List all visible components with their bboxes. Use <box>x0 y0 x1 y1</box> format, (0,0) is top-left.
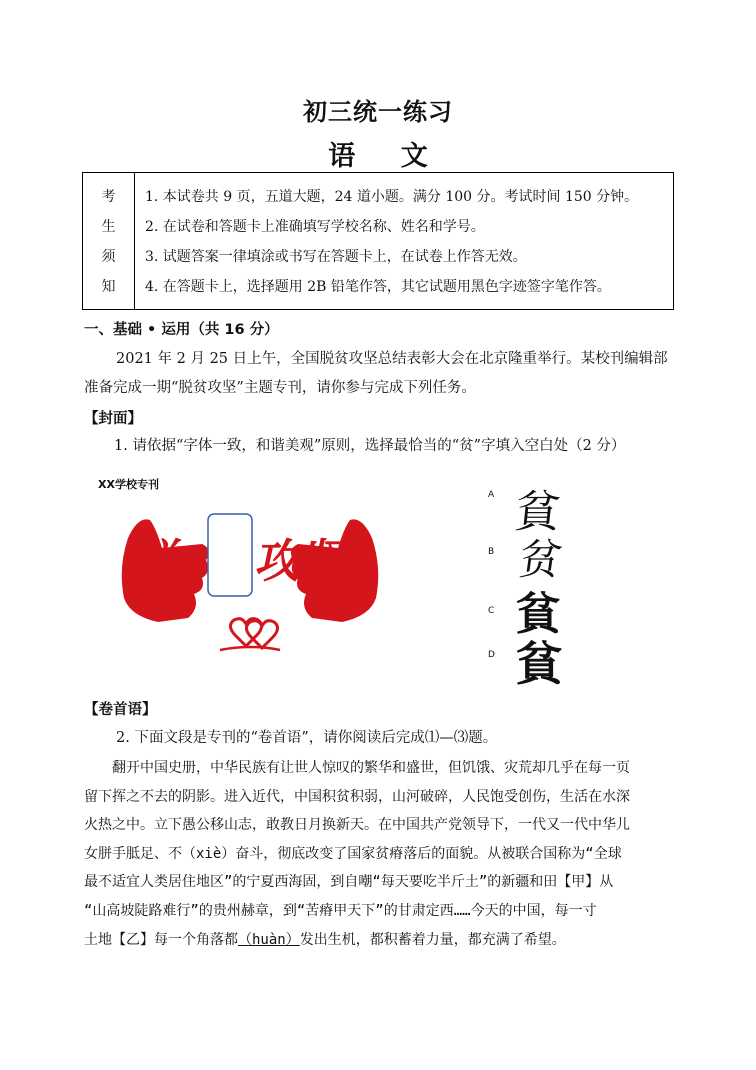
notice-items <box>135 173 673 309</box>
pinyin-blank: （huàn） <box>238 931 300 948</box>
notice-head-char: 须 <box>101 249 116 265</box>
preface-line: 女胼手胝足、不（xiè）奋斗，彻底改变了国家贫瘠落后的面貌。从被联合国称为“全球 <box>84 845 622 862</box>
notice-item: 2. 在试卷和答题卡上准确填写学校名称、姓名和学号。 <box>145 219 485 235</box>
preface-paragraph <box>84 754 676 954</box>
preface-last-start: 土地【乙】每一个角落都 <box>84 931 238 948</box>
notice-head-char: 考 <box>101 189 116 205</box>
option-glyph-d: 貧 <box>516 637 562 691</box>
notice-item: 4. 在答题卡上，选择题用 2B 铅笔作答，其它试题用黑色字迹签字笔作答。 <box>145 279 611 295</box>
intro-line-2: 准备完成一期“脱贫攻坚”主题专刊，请你参与完成下列任务。 <box>84 380 476 396</box>
preface-line: 翻开中国史册，中华民族有让世人惊叹的繁华和盛世，但饥饿、灾荒却几乎在每一页 <box>84 760 630 776</box>
logo-school-label: XX学校专刊 <box>98 478 159 491</box>
intro-line-1: 2021 年 2 月 25 日上午，全国脱贫攻坚总结表彰大会在北京隆重举行。某校刊编辑部 <box>116 351 668 367</box>
option-label-a: A <box>488 490 495 500</box>
logo-char-left: 脱 <box>129 534 188 588</box>
exam-title: 初三统一练习 <box>303 98 453 126</box>
notice-header <box>83 173 135 309</box>
preface-line <box>84 926 676 955</box>
notice-item: 1. 本试卷共 9 页，五道大题，24 道小题。满分 100 分。考试时间 150 分钟。 <box>145 189 639 205</box>
preface-last-end: 发出生机，都积蓄着力量，都充满了希望。 <box>299 931 566 948</box>
preface-line: 火热之中。立下愚公移山志，敢教日月换新天。在中国共产党领导下，一代又一代中华儿 <box>84 817 630 834</box>
logo-chars-right: 攻坚 <box>251 534 352 588</box>
notice-head-char: 知 <box>101 279 116 295</box>
section-heading: 一、基础 • 运用（共 16 分） <box>84 322 279 338</box>
heart-icon <box>246 621 277 648</box>
cover-heading: 【封面】 <box>84 411 142 427</box>
notice-head-char: 生 <box>101 219 116 235</box>
cover-question: 1. 请依据“字体一致，和谐美观”原则，选择最恰当的“贫”字填入空白处（2 分） <box>114 438 626 454</box>
notice-box <box>82 172 674 310</box>
preface-heading: 【卷首语】 <box>84 702 157 718</box>
subject-title: 语 文 <box>328 141 446 172</box>
option-glyph-c: 貧 <box>516 589 560 640</box>
preface-line: 留下挥之不去的阴影。进入近代，中国积贫积弱，山河破碎，人民饱受创伤，生活在水深 <box>84 788 630 805</box>
preface-line: 最不适宜人类居住地区”的宁夏西海固，到自嘲“每天要吃半斤土”的新疆和田【甲】从 <box>84 874 614 891</box>
option-glyph-b: 贫 <box>516 535 566 584</box>
preface-question: 2. 下面文段是专刊的“卷首语”，请你阅读后完成⑴—⑶题。 <box>116 730 498 746</box>
blank-char-box <box>208 514 252 596</box>
preface-line: “山高坡陡路难行”的贵州赫章，到“苦瘠甲天下”的甘肃定西……今天的中国，每一寸 <box>84 902 597 919</box>
option-glyph-a: 貧 <box>512 487 563 538</box>
option-label-d: D <box>488 650 495 660</box>
option-label-b: B <box>488 547 495 557</box>
notice-item: 3. 试题答案一律填涂或书写在答题卡上，在试卷上作答无效。 <box>145 249 527 265</box>
option-label-c: C <box>488 606 495 616</box>
